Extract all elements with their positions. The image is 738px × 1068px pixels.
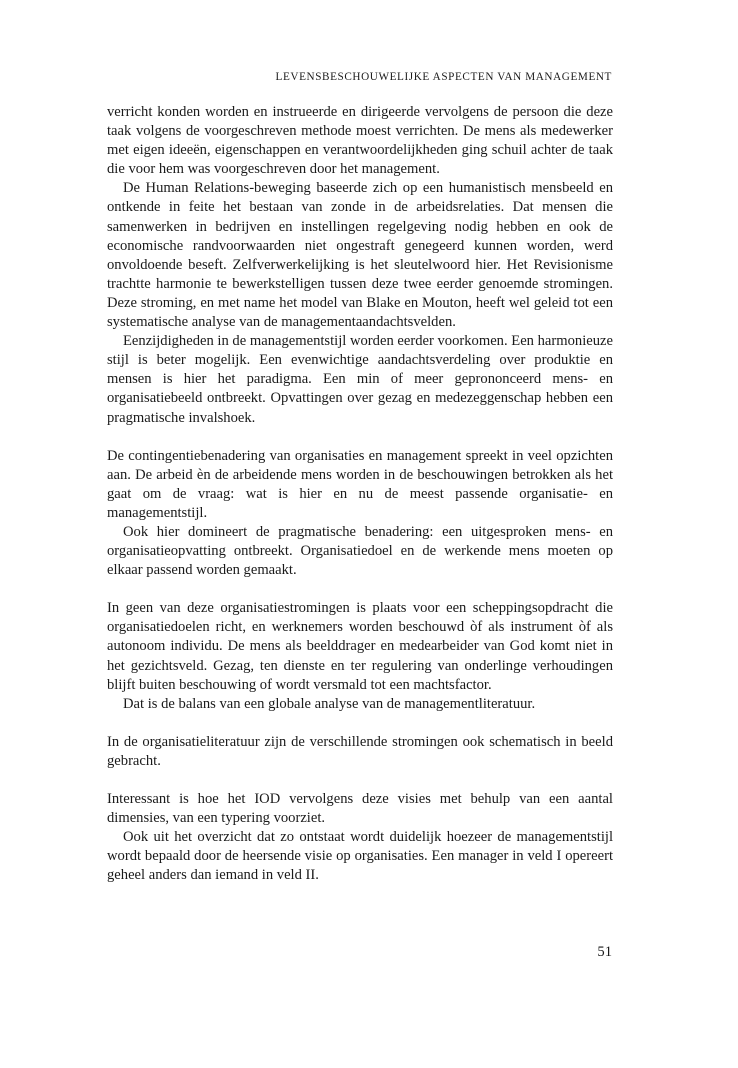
paragraph: Dat is de balans van een globale analyse van de managementliteratuur.	[123, 695, 536, 712]
paragraph: Ook hier domineert de pragmatische benadering: een uitgesproken mens- en organisatieopvatting ontbreekt. Organisatiedoel en de werkende mens moeten op elkaar passend worden gemaakt.	[107, 523, 613, 579]
paragraph: Eenzijdigheden in de managementstijl worden eerder voorkomen. Een harmonieuze stijl is beter mogelijk. Een evenwichtige aandachtsverdeling over produktie en mensen is hier het paradigma. Een min of meer geprononceerd mens- en organisatiebeeld ontbreekt. Opvattingen over gezag en medezeggenschap hebben een pragmatische invalshoek.	[107, 333, 613, 426]
paragraph: De contingentiebenadering van organisaties en management spreekt in veel opzichten aan. De arbeid èn de arbeidende mens worden in de beschouwingen betrokken als het gaat om de vraag: wat is hier en nu de meest passende organisatie- en managementstijl.	[107, 447, 613, 521]
body-text	[107, 103, 613, 885]
paragraph: Ook uit het overzicht dat zo ontstaat wordt duidelijk hoezeer de managementstijl wordt bepaald door de heersende visie op organisaties. Een manager in veld I opereert geheel anders dan iemand in veld II.	[107, 829, 613, 884]
paragraph: Interessant is hoe het IOD vervolgens deze visies met behulp van een aantal dimensies, van een typering voorziet.	[107, 791, 613, 827]
paragraph: De Human Relations-beweging baseerde zich op een humanistisch mensbeeld en ontkende in feite het bestaan van zonde in de arbeidsrelaties. Dat mensen die samenwerken in bedrijven en instellingen regelgeving nodig hebben en ook de economische randvoorwaarden niet ongestraft genegeerd kunnen worden, werd onvoldoende beseft. Zelfverwerkelijking is het sleutelwoord hier. Het Revisionisme trachtte harmonie te bewerkstelligen tussen deze twee eerder genoemde stromingen. Deze stroming, en met name het model van Blake en Mouton, heeft wel geleid tot een systematische analyse van de managementaandachtsvelden.	[107, 180, 613, 331]
running-head: LEVENSBESCHOUWELIJKE ASPECTEN VAN MANAGEMENT	[275, 71, 612, 83]
paragraph: In geen van deze organisatiestromingen is plaats voor een scheppingsopdracht die organisatiedoelen richt, en werknemers worden beschouwd òf als instrument òf als autonoom individu. De mens als beelddrager en medearbeider van God komt niet in het gezichtsveld. Gezag, ten dienste en ter regulering van onderlinge verhoudingen blijft buiten beschouwing of wordt versmald tot een machtsfactor.	[107, 600, 613, 693]
page-number: 51	[597, 944, 612, 960]
paragraph: In de organisatieliteratuur zijn de verschillende stromingen ook schematisch in beeld gebracht.	[107, 733, 613, 769]
paragraph: verricht konden worden en instrueerde en dirigeerde vervolgens de persoon die deze taak volgens de voorgeschreven methode moest verrichten. De mens als medewerker met eigen ideeën, eigenschappen en verantwoordelijkheden ging schuil achter de taak die voor hem was voorgeschreven door het management.	[107, 104, 613, 178]
